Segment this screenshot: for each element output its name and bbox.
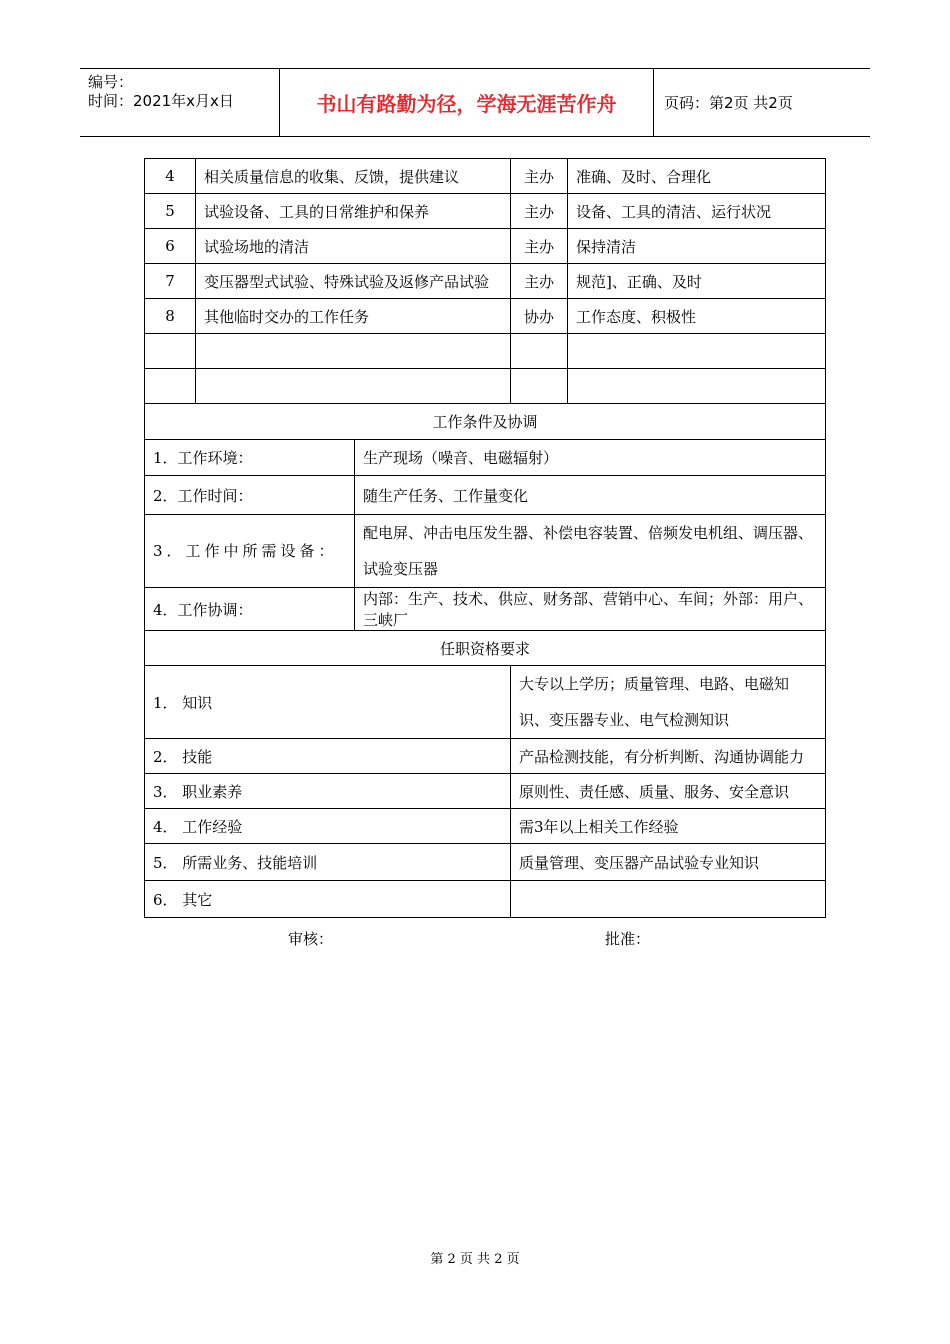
qualification-label: 4． 工作经验	[145, 809, 511, 844]
qualification-value	[511, 881, 826, 918]
condition-value	[355, 515, 826, 588]
condition-row	[145, 476, 826, 515]
duty-number: 4	[145, 159, 196, 194]
document-number-label: 编号：	[88, 73, 134, 91]
duty-role: 协办	[511, 299, 568, 334]
qualification-label: 1． 知识	[145, 666, 511, 739]
duty-row	[145, 194, 826, 229]
duty-standard: 工作态度、积极性	[568, 299, 826, 334]
qualification-row	[145, 844, 826, 881]
condition-value: 随生产任务、工作量变化	[355, 476, 826, 515]
duty-content: 试验场地的清洁	[196, 229, 511, 264]
header-page-info: 页码：第2页 共2页	[664, 94, 793, 112]
duty-row	[145, 229, 826, 264]
duty-row	[145, 159, 826, 194]
qualification-row	[145, 739, 826, 774]
document-time-label: 时间：2021年x月x日	[88, 92, 234, 110]
duty-standard: 准确、及时、合理化	[568, 159, 826, 194]
condition-value: 内部：生产、技术、供应、财务部、营销中心、车间；外部：用户、三峡厂	[355, 588, 826, 631]
conditions-title: 工作条件及协调	[145, 404, 826, 440]
qualification-value: 原则性、责任感、质量、服务、安全意识	[511, 774, 826, 809]
page-footer: 第 2 页 共 2 页	[430, 1252, 520, 1267]
condition-row	[145, 440, 826, 476]
duty-number: 6	[145, 229, 196, 264]
qualification-label: 5． 所需业务、技能培训	[145, 844, 511, 881]
qualification-value: 产品检测技能，有分析判断、沟通协调能力	[511, 739, 826, 774]
page-header	[80, 68, 870, 137]
qualifications-title: 任职资格要求	[145, 631, 826, 666]
condition-label: 2．工作时间：	[145, 476, 355, 515]
duty-content: 其他临时交办的工作任务	[196, 299, 511, 334]
condition-label: 1．工作环境：	[145, 440, 355, 476]
header-meta	[80, 69, 280, 136]
condition-row	[145, 515, 826, 588]
duty-standard: 设备、工具的清洁、运行状况	[568, 194, 826, 229]
duty-role: 主办	[511, 229, 568, 264]
qualifications-section-header	[145, 631, 826, 666]
qualification-row	[145, 809, 826, 844]
duty-row	[145, 299, 826, 334]
review-signature-label: 审核：	[288, 930, 334, 948]
duty-role: 主办	[511, 159, 568, 194]
condition-label: 4．工作协调：	[145, 588, 355, 631]
duty-number: 7	[145, 264, 196, 299]
qualification-value: 质量管理、变压器产品试验专业知识	[511, 844, 826, 881]
duty-row-empty	[145, 334, 826, 369]
duty-content: 试验设备、工具的日常维护和保养	[196, 194, 511, 229]
qualification-label: 3． 职业素养	[145, 774, 511, 809]
duty-role: 主办	[511, 194, 568, 229]
duty-role: 主办	[511, 264, 568, 299]
job-description-table	[144, 158, 826, 918]
conditions-section-header	[145, 404, 826, 440]
qualification-row	[145, 774, 826, 809]
qualification-row	[145, 881, 826, 918]
condition-row	[145, 588, 826, 631]
qualification-label: 6． 其它	[145, 881, 511, 918]
duty-number: 8	[145, 299, 196, 334]
duty-number: 5	[145, 194, 196, 229]
qualification-value: 大专以上学历；质量管理、电路、电磁知识、变压器专业、电气检测知识	[511, 666, 826, 739]
duty-row-empty	[145, 369, 826, 404]
condition-label: 3．工作中所需设备：	[145, 515, 355, 588]
qualification-label: 2． 技能	[145, 739, 511, 774]
qualification-value: 需3年以上相关工作经验	[511, 809, 826, 844]
qualification-row	[145, 666, 826, 739]
header-motto: 书山有路勤为径，学海无涯苦作舟	[280, 69, 654, 136]
condition-value-text: 配电屏、冲击电压发生器、补偿电容装置、倍频发电机组、调压器、试验变压器	[363, 524, 814, 578]
approve-signature-label: 批准：	[605, 930, 651, 948]
duty-standard: 规范]、正确、及时	[568, 264, 826, 299]
duty-content: 相关质量信息的收集、反馈，提供建议	[196, 159, 511, 194]
duty-standard: 保持清洁	[568, 229, 826, 264]
duty-content: 变压器型式试验、特殊试验及返修产品试验	[196, 264, 511, 299]
condition-value: 生产现场（噪音、电磁辐射）	[355, 440, 826, 476]
duty-row	[145, 264, 826, 299]
